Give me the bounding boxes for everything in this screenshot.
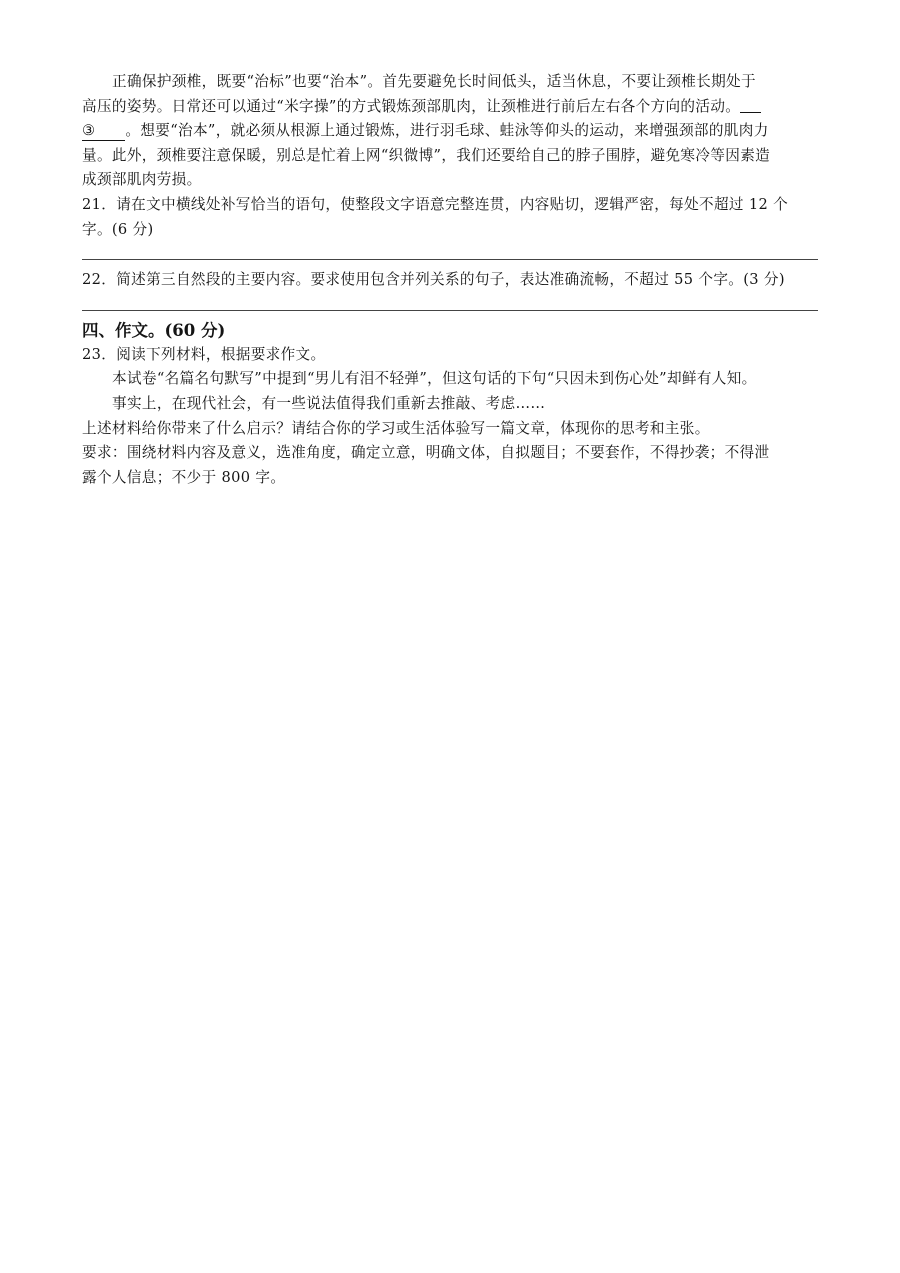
passage-line-4: 量。此外，颈椎要注意保暖，别总是忙着上网“织微博”，我们还要给自己的脖子围脖，避免寒冷等因素造 [82,146,771,164]
passage-line-5: 成颈部肌肉劳损。 [82,171,202,189]
passage-line-3 [82,119,818,144]
question-23-requirements-2: 露个人信息；不少于 800 字。 [82,468,286,486]
answer-line-21[interactable] [82,259,818,260]
question-23-requirements-1: 要求：围绕材料内容及意义，选准角度，确定立意，明确文体，自拟题目；不要套作，不得抄袭；不得泄 [82,444,770,462]
question-22-text: 22．简述第三自然段的主要内容。要求使用包含并列关系的句子，表达准确流畅，不超过 55 个字。(3 分) [82,271,785,289]
blank-marker: ③ [82,122,96,140]
exam-page [82,70,818,490]
passage-paragraph [82,70,818,193]
answer-blank-3[interactable] [82,121,125,141]
passage-line-2-text: 高压的姿势。日常还可以通过“米字操”的方式锻炼颈部肌肉，让颈椎进行前后左右各个方向的活动。 [82,97,741,115]
question-22 [82,268,818,311]
question-23-material-1: 本试卷“名篇名句默写”中提到“男儿有泪不轻弹”，但这句话的下句“只因未到伤心处”却鲜有人知。 [112,370,757,388]
answer-blank-start [740,96,761,113]
section-4-title: 四、作文。(60 分) [82,320,226,340]
question-23-prompt: 23．阅读下列材料，根据要求作文。 [82,345,326,363]
passage-line-3-text: 。想要“治本”，就必须从根源上通过锻炼，进行羽毛球、蛙泳等仰头的运动，来增强颈部的肌肉力 [125,122,769,140]
question-23-material-2: 事实上，在现代社会，有一些说法值得我们重新去推敲、考虑…… [112,394,546,412]
question-21-line-1: 21．请在文中横线处补写恰当的语句，使整段文字语意完整连贯，内容贴切，逻辑严密，每处不超过 12 个 [82,195,789,213]
question-23 [82,343,818,491]
question-23-task: 上述材料给你带来了什么启示？请结合你的学习或生活体验写一篇文章，体现你的思考和主张。 [82,419,710,437]
answer-line-22[interactable] [82,310,818,311]
passage-line-2 [82,95,818,120]
question-21 [82,193,818,260]
passage-line-1: 正确保护颈椎，既要“治标”也要“治本”。首先要避免长时间低头，适当休息，不要让颈椎长期处于 [112,73,756,90]
question-21-line-2: 字。(6 分) [82,220,154,238]
